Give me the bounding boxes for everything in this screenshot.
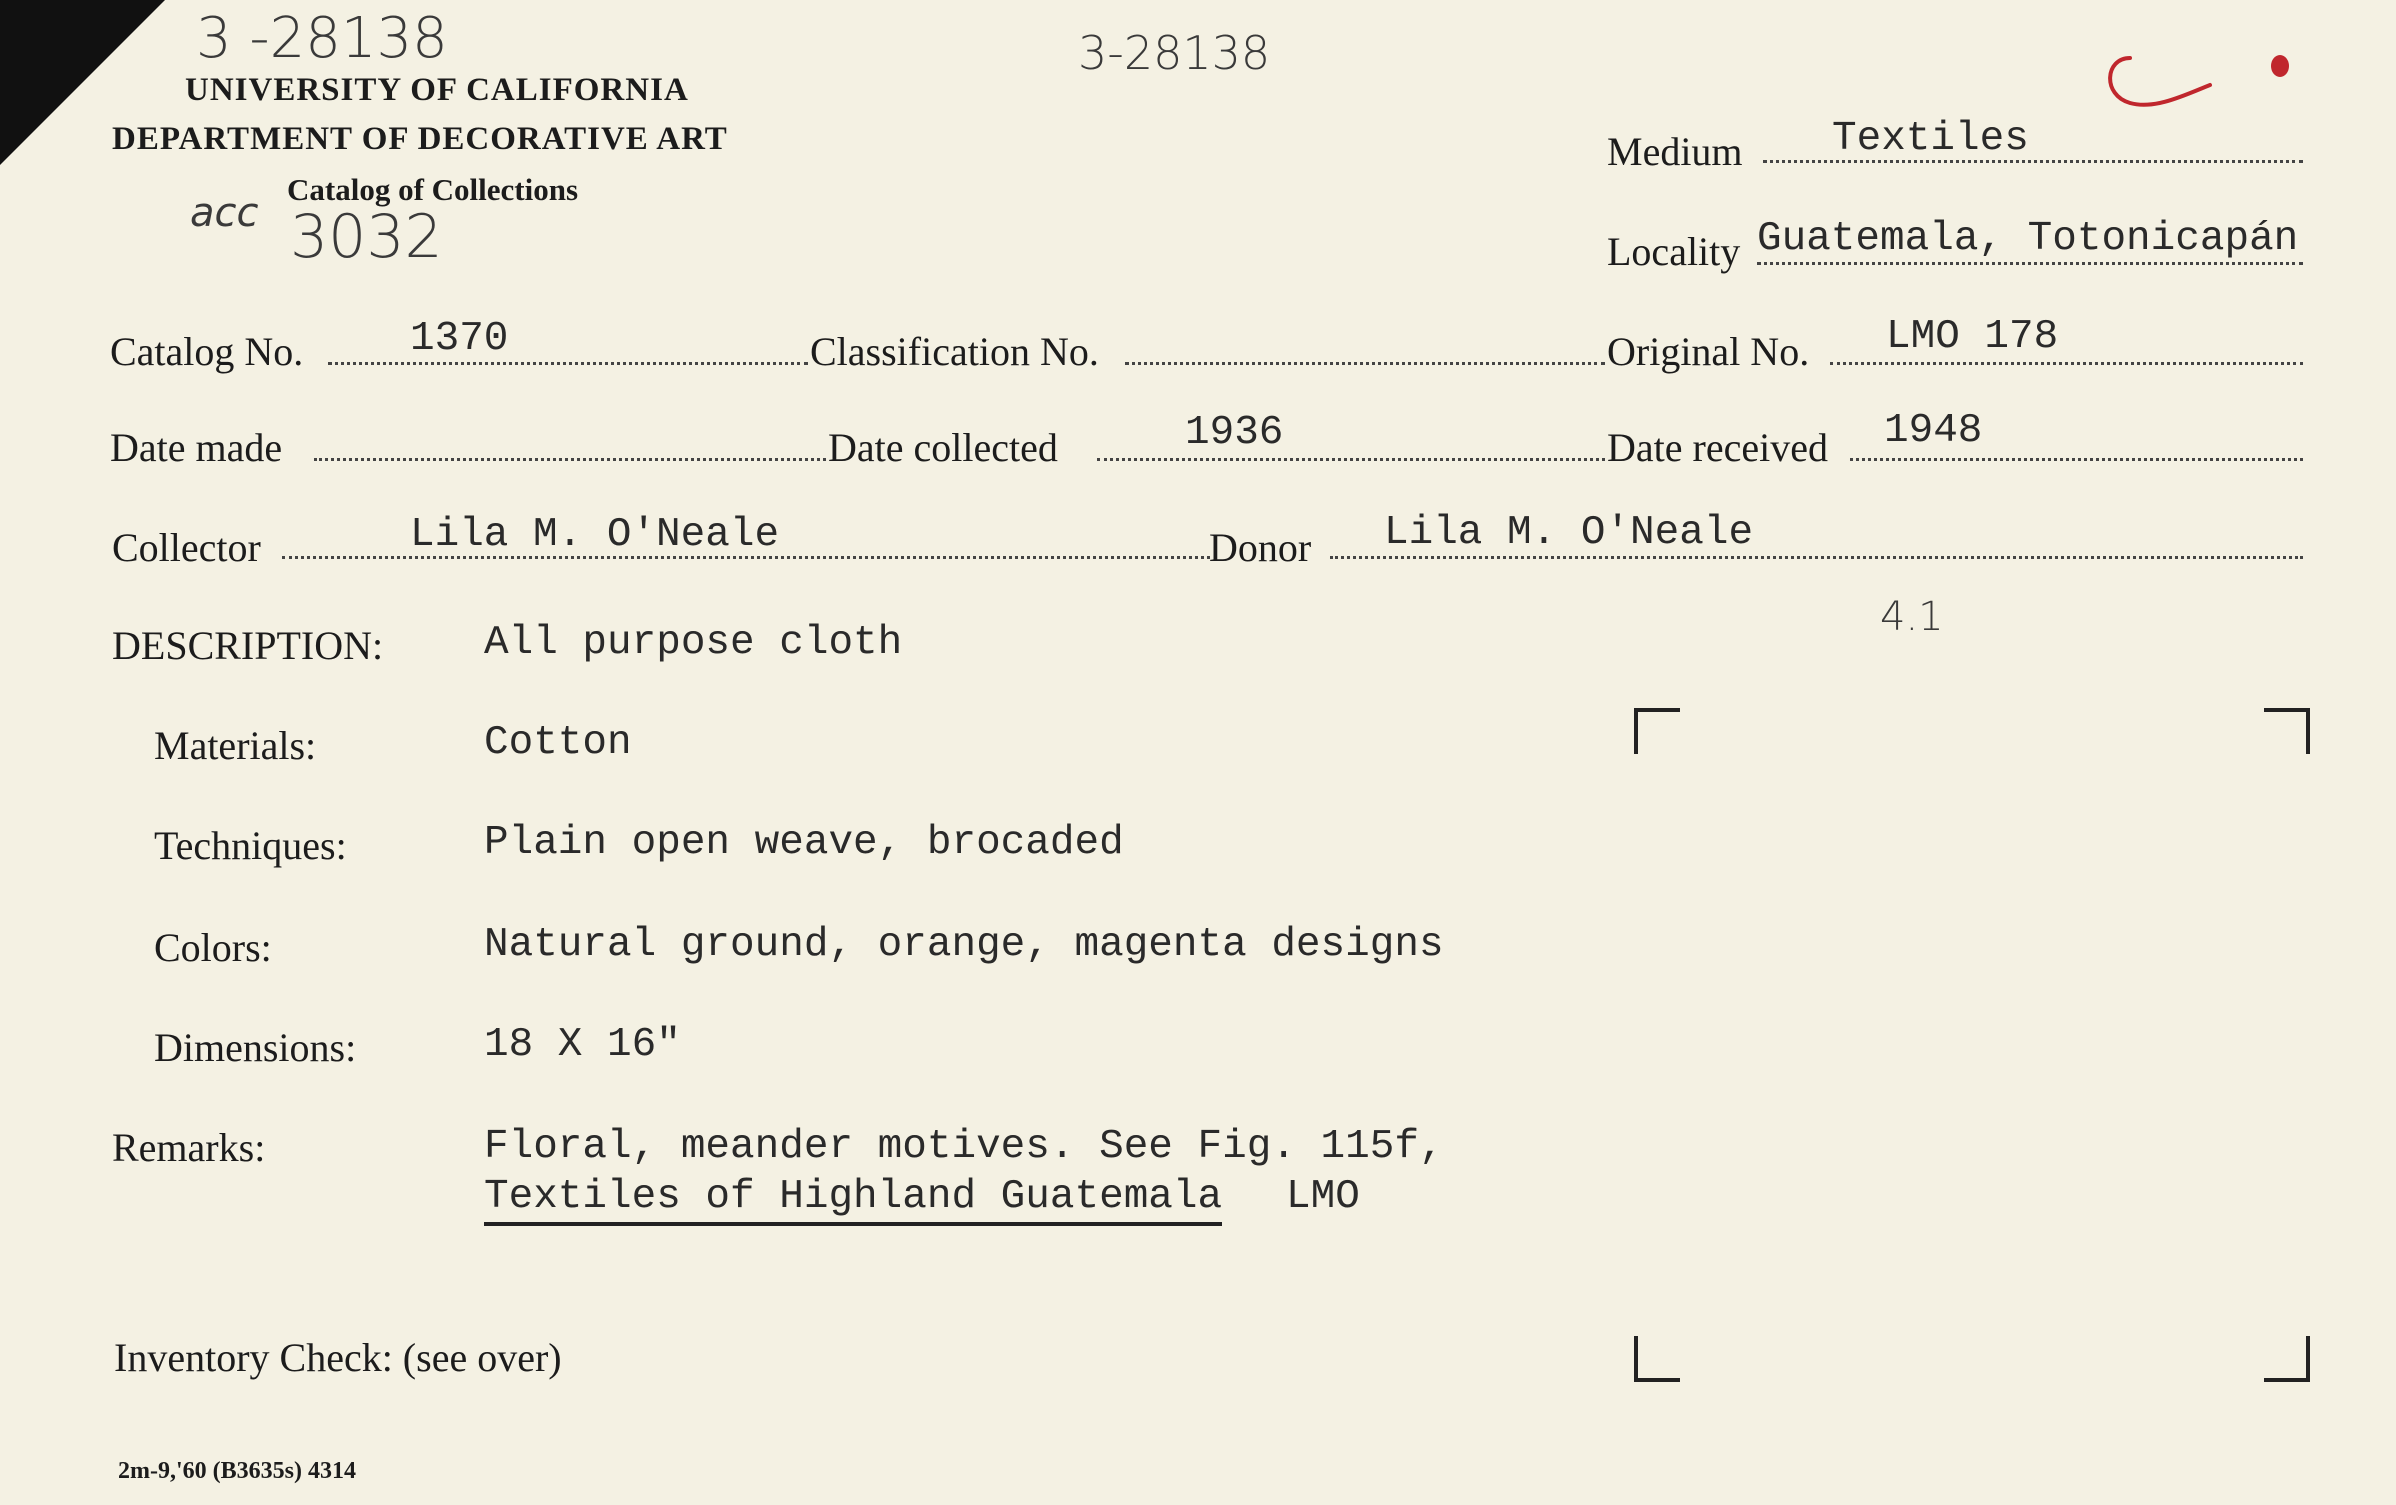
medium-value: Textiles [1832,116,2029,162]
date-received-label: Date received [1607,425,1828,470]
date-collected-label: Date collected [828,425,1058,470]
locality-value: Guatemala, Totonicapán [1757,216,2299,262]
catalog-subtitle: Catalog of Collections [287,172,579,207]
handwritten-accession-prefix: acc [190,190,259,236]
institution-name: UNIVERSITY OF CALIFORNIA [185,72,689,108]
photo-corner-bracket-icon [1634,708,1680,754]
description-label: DESCRIPTION: [112,623,384,668]
classification-no-label: Classification No. [810,329,1099,374]
dimensions-value: 18 X 16" [484,1022,681,1068]
date-made-rule [314,458,826,461]
classification-no-rule [1125,362,1605,365]
remarks-book-title: Textiles of Highland Guatemala [484,1174,1222,1226]
date-collected-value: 1936 [1185,410,1284,456]
department-name: DEPARTMENT OF DECORATIVE ART [112,121,728,157]
catalog-no-value: 1370 [410,316,509,362]
remarks-label: Remarks: [112,1125,266,1170]
colors-value: Natural ground, orange, magenta designs [484,922,1444,968]
catalog-no-rule [328,362,808,365]
photo-corner-bracket-icon [2264,1336,2310,1382]
locality-label: Locality [1607,229,1741,274]
original-no-value: LMO 178 [1886,314,2059,360]
catalog-no-label: Catalog No. [110,329,304,374]
remarks-line-1: Floral, meander motives. See Fig. 115f, [484,1124,1444,1170]
date-received-rule [1850,458,2303,461]
collector-value: Lila M. O'Neale [410,512,780,558]
collector-label: Collector [112,525,261,570]
remarks-initials: LMO [1286,1174,1360,1220]
photo-corner-bracket-icon [1634,1336,1680,1382]
medium-label: Medium [1607,129,1743,174]
donor-value: Lila M. O'Neale [1384,510,1754,556]
photo-corner-bracket-icon [2264,708,2310,754]
locality-rule [1757,262,2303,265]
materials-value: Cotton [484,720,632,766]
date-received-value: 1948 [1884,408,1983,454]
donor-rule [1330,556,2303,559]
inventory-check-label: Inventory Check: (see over) [114,1335,562,1380]
handwritten-center-number: 3-28138 [1078,26,1271,80]
red-check-mark-icon [2100,40,2300,120]
handwritten-accession-number: 3032 [290,202,443,272]
original-no-rule [1830,362,2303,365]
techniques-value: Plain open weave, brocaded [484,820,1124,866]
handwritten-side-note: 4.1 [1880,594,1944,640]
print-code: 2m-9,'60 (B3635s) 4314 [118,1458,356,1484]
techniques-label: Techniques: [154,823,347,868]
colors-label: Colors: [154,925,272,970]
description-value: All purpose cloth [484,620,903,666]
date-made-label: Date made [110,425,283,470]
dimensions-label: Dimensions: [154,1025,357,1070]
materials-label: Materials: [154,723,317,768]
donor-label: Donor [1209,525,1312,570]
original-no-label: Original No. [1607,329,1810,374]
date-collected-rule [1097,458,1605,461]
handwritten-catalog-number: 3 -28138 [196,6,448,71]
